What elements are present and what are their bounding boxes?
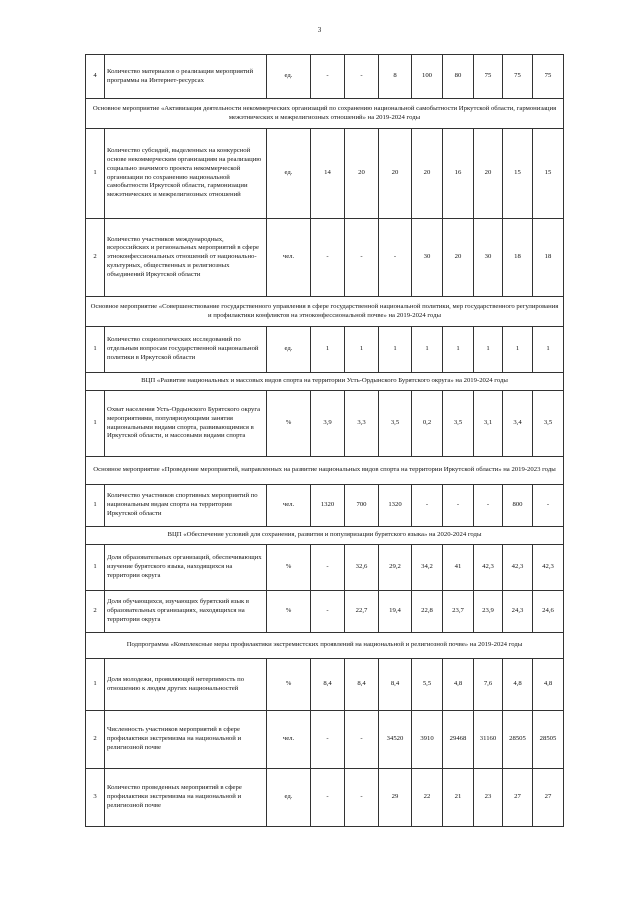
- section-heading: ВЦП «Развитие национальных и массовых видов спорта на территории Усть-Ордынского Бурятского округа» на 2019-2024 годы: [86, 373, 564, 391]
- value-cell: -: [345, 55, 379, 99]
- value-cell: 27: [533, 769, 564, 827]
- value-cell: 28505: [533, 711, 564, 769]
- value-cell: -: [311, 55, 345, 99]
- value-cell: 1: [474, 327, 503, 373]
- value-cell: 42,3: [474, 545, 503, 591]
- indicator-name-cell: Численность участников мероприятий в сфере профилактики экстремизма на национальной и религиозной почве: [105, 711, 267, 769]
- indicator-name-cell: Количество проведенных мероприятий в сфере профилактики экстремизма на национальной и религиозной почве: [105, 769, 267, 827]
- indicator-name-cell: Количество социологических исследований по отдельным вопросам государственной национальной политики в Иркутской области: [105, 327, 267, 373]
- row-number-cell: 2: [86, 711, 105, 769]
- value-cell: 1: [345, 327, 379, 373]
- value-cell: -: [311, 769, 345, 827]
- table-row: [86, 769, 564, 827]
- value-cell: 4,8: [503, 659, 533, 711]
- value-cell: 23,9: [474, 591, 503, 633]
- value-cell: 22,8: [412, 591, 443, 633]
- value-cell: 3,9: [311, 391, 345, 457]
- value-cell: 3,1: [474, 391, 503, 457]
- value-cell: 3,5: [443, 391, 474, 457]
- value-cell: 3,5: [379, 391, 412, 457]
- row-number-cell: 4: [86, 55, 105, 99]
- unit-cell: чел.: [267, 485, 311, 527]
- row-number-cell: 1: [86, 485, 105, 527]
- table-row: [86, 327, 564, 373]
- value-cell: 100: [412, 55, 443, 99]
- unit-cell: %: [267, 545, 311, 591]
- value-cell: 28505: [503, 711, 533, 769]
- value-cell: 20: [345, 129, 379, 219]
- value-cell: 20: [379, 129, 412, 219]
- value-cell: 23: [474, 769, 503, 827]
- value-cell: 29468: [443, 711, 474, 769]
- unit-cell: ед.: [267, 769, 311, 827]
- value-cell: 1320: [379, 485, 412, 527]
- value-cell: 18: [503, 219, 533, 297]
- value-cell: 19,4: [379, 591, 412, 633]
- value-cell: 700: [345, 485, 379, 527]
- value-cell: 800: [503, 485, 533, 527]
- row-number-cell: 2: [86, 219, 105, 297]
- table-row: [86, 711, 564, 769]
- section-row: [86, 99, 564, 129]
- value-cell: 8,4: [311, 659, 345, 711]
- value-cell: -: [412, 485, 443, 527]
- table-row: [86, 55, 564, 99]
- row-number-cell: 3: [86, 769, 105, 827]
- value-cell: 75: [533, 55, 564, 99]
- section-row: [86, 297, 564, 327]
- value-cell: 27: [503, 769, 533, 827]
- value-cell: -: [311, 545, 345, 591]
- table-row: [86, 219, 564, 297]
- value-cell: 1: [412, 327, 443, 373]
- value-cell: 16: [443, 129, 474, 219]
- value-cell: 5,5: [412, 659, 443, 711]
- indicator-name-cell: Количество участников спортивных мероприятий по национальным видам спорта на территории Иркутской области: [105, 485, 267, 527]
- value-cell: 42,3: [503, 545, 533, 591]
- value-cell: 1: [533, 327, 564, 373]
- value-cell: 34520: [379, 711, 412, 769]
- value-cell: -: [345, 219, 379, 297]
- table-body: [86, 55, 564, 827]
- table-row: [86, 659, 564, 711]
- value-cell: 1: [311, 327, 345, 373]
- value-cell: 1320: [311, 485, 345, 527]
- table-row: [86, 485, 564, 527]
- value-cell: 20: [412, 129, 443, 219]
- row-number-cell: 2: [86, 591, 105, 633]
- unit-cell: %: [267, 659, 311, 711]
- value-cell: 32,6: [345, 545, 379, 591]
- value-cell: 22,7: [345, 591, 379, 633]
- indicator-name-cell: Доля молодежи, проявляющей нетерпимость по отношению к людям других национальностей: [105, 659, 267, 711]
- value-cell: 30: [412, 219, 443, 297]
- row-number-cell: 1: [86, 391, 105, 457]
- value-cell: 0,2: [412, 391, 443, 457]
- value-cell: 8: [379, 55, 412, 99]
- value-cell: 15: [533, 129, 564, 219]
- table-row: [86, 545, 564, 591]
- indicator-name-cell: Количество субсидий, выделенных на конкурсной основе некоммерческим организациям на реализацию социально значимого проекта некоммерческой организации по сохранению национальной самобытности Иркутской области, гармонизации межэтнических и межрелигиозных отношений: [105, 129, 267, 219]
- indicator-name-cell: Доля образовательных организаций, обеспечивающих изучение бурятского языка, находящихся на территории округа: [105, 545, 267, 591]
- value-cell: -: [443, 485, 474, 527]
- value-cell: 15: [503, 129, 533, 219]
- unit-cell: чел.: [267, 219, 311, 297]
- value-cell: 1: [443, 327, 474, 373]
- value-cell: -: [311, 219, 345, 297]
- value-cell: 14: [311, 129, 345, 219]
- value-cell: 8,4: [345, 659, 379, 711]
- value-cell: 1: [379, 327, 412, 373]
- value-cell: 80: [443, 55, 474, 99]
- value-cell: 23,7: [443, 591, 474, 633]
- section-heading: Основное мероприятие «Активизация деятельности некоммерческих организаций по сохранению национальной самобытности Иркутской области, гармонизация межэтнических и межрелигиозных отношений» на 2019-2024 годы: [86, 99, 564, 129]
- value-cell: 34,2: [412, 545, 443, 591]
- value-cell: -: [474, 485, 503, 527]
- indicators-table: [85, 54, 564, 827]
- value-cell: 21: [443, 769, 474, 827]
- value-cell: -: [345, 769, 379, 827]
- value-cell: 24,6: [533, 591, 564, 633]
- section-row: [86, 373, 564, 391]
- indicator-name-cell: Количество участников международных, всероссийских и региональных мероприятий в сфере этноконфессиональных отношений от национально-культурных, общественных и религиозных объединений Иркутской области: [105, 219, 267, 297]
- indicator-name-cell: Количество материалов о реализации мероприятий программы на Интернет-ресурсах: [105, 55, 267, 99]
- indicator-name-cell: Доля обучающихся, изучающих бурятский язык в образовательных организациях, находящихся на территории округа: [105, 591, 267, 633]
- value-cell: 18: [533, 219, 564, 297]
- section-heading: Основное мероприятие «Совершенствование государственного управления в сфере государственной национальной политики, мер государственного регулирования и профилактики конфликтов на этноконфессиональной почве» на 2019-2024 годы: [86, 297, 564, 327]
- value-cell: 31160: [474, 711, 503, 769]
- value-cell: 29,2: [379, 545, 412, 591]
- value-cell: 3,5: [533, 391, 564, 457]
- value-cell: 75: [503, 55, 533, 99]
- value-cell: 29: [379, 769, 412, 827]
- row-number-cell: 1: [86, 659, 105, 711]
- table-row: [86, 591, 564, 633]
- value-cell: -: [345, 711, 379, 769]
- value-cell: 24,3: [503, 591, 533, 633]
- value-cell: 7,6: [474, 659, 503, 711]
- value-cell: 75: [474, 55, 503, 99]
- value-cell: 42,3: [533, 545, 564, 591]
- value-cell: 3,4: [503, 391, 533, 457]
- row-number-cell: 1: [86, 327, 105, 373]
- section-row: [86, 633, 564, 659]
- value-cell: 4,8: [443, 659, 474, 711]
- value-cell: 3,3: [345, 391, 379, 457]
- section-heading: Основное мероприятие «Проведение мероприятий, направленных на развитие национальных видов спорта на территории Иркутской области» на 2019-2023 годы: [86, 457, 564, 485]
- value-cell: -: [311, 711, 345, 769]
- unit-cell: %: [267, 591, 311, 633]
- unit-cell: ед.: [267, 129, 311, 219]
- value-cell: 41: [443, 545, 474, 591]
- unit-cell: ед.: [267, 55, 311, 99]
- section-heading: ВЦП «Обеспечение условий для сохранения, развития и популяризации бурятского языка» на 2020-2024 годы: [86, 527, 564, 545]
- value-cell: 3910: [412, 711, 443, 769]
- section-heading: Подпрограмма «Комплексные меры профилактики экстремистских проявлений на национальной и религиозной почве» на 2019-2024 годы: [86, 633, 564, 659]
- value-cell: 4,8: [533, 659, 564, 711]
- row-number-cell: 1: [86, 129, 105, 219]
- value-cell: 20: [474, 129, 503, 219]
- section-row: [86, 457, 564, 485]
- value-cell: 30: [474, 219, 503, 297]
- unit-cell: ед.: [267, 327, 311, 373]
- unit-cell: чел.: [267, 711, 311, 769]
- table-row: [86, 129, 564, 219]
- value-cell: -: [311, 591, 345, 633]
- value-cell: -: [533, 485, 564, 527]
- value-cell: 1: [503, 327, 533, 373]
- value-cell: 20: [443, 219, 474, 297]
- row-number-cell: 1: [86, 545, 105, 591]
- page-number: 3: [317, 26, 322, 34]
- value-cell: 8,4: [379, 659, 412, 711]
- value-cell: 22: [412, 769, 443, 827]
- value-cell: -: [379, 219, 412, 297]
- indicator-name-cell: Охват населения Усть-Ордынского Бурятского округа мероприятиями, популяризующими занятия национальными видами спорта, развивающимися в Иркутской области, и массовыми видами спорта: [105, 391, 267, 457]
- section-row: [86, 527, 564, 545]
- table-row: [86, 391, 564, 457]
- unit-cell: %: [267, 391, 311, 457]
